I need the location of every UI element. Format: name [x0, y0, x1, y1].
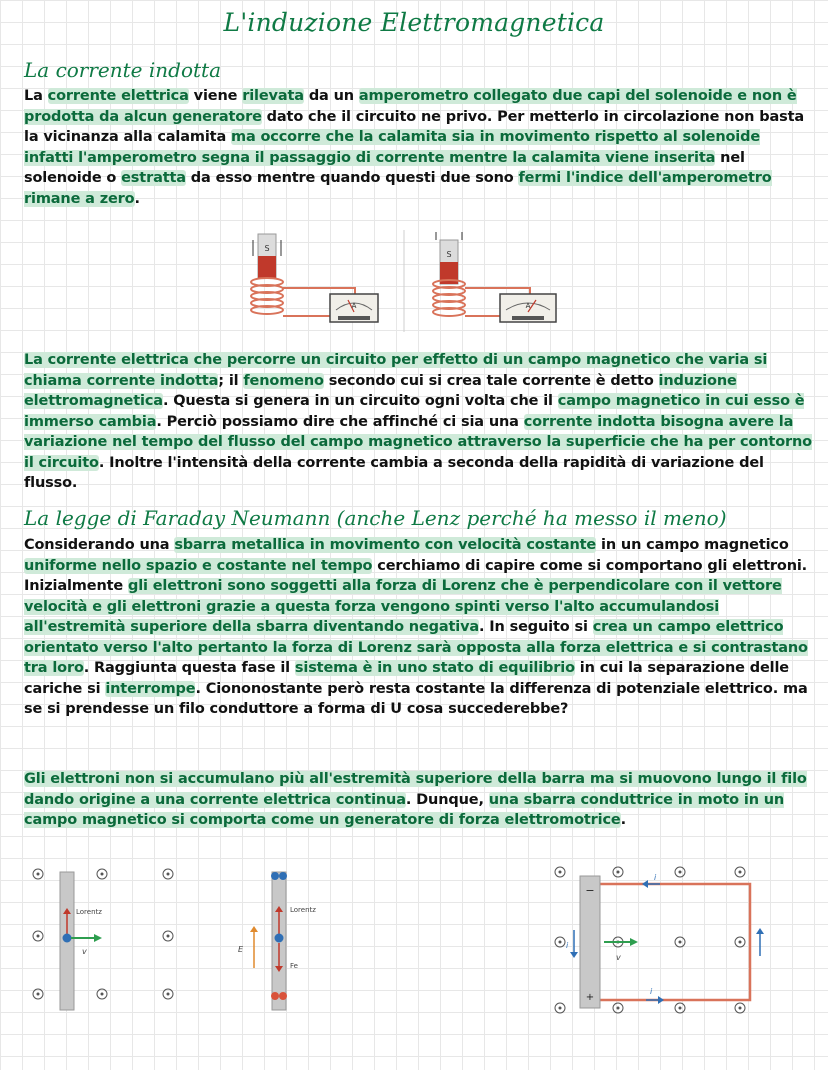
highlighted-phrase: Gli elettroni non si accumulano più all'estremità superiore della barra ma si muovono lungo il filo dando origine a una corrente elettrica continua: [24, 771, 807, 808]
text-phrase: secondo cui si crea tale corrente è detto: [323, 372, 659, 389]
text-phrase: .: [134, 190, 140, 207]
highlighted-phrase: corrente elettrica: [47, 88, 189, 104]
text-phrase: . In seguito si: [479, 619, 593, 635]
label-electric-field: E: [238, 945, 244, 954]
text-phrase: nel solenoide o: [24, 149, 745, 186]
text-phrase: in cui la separazione delle cariche si: [24, 660, 789, 697]
text-phrase: da un: [303, 88, 359, 104]
label-positive: +: [585, 992, 595, 1003]
paragraph-faraday-neumann: [24, 535, 814, 720]
page-title: L'induzione Elettromagnetica: [223, 8, 605, 37]
highlighted-phrase: campo magnetico in cui esso è immerso cambia: [24, 393, 805, 430]
paragraph-corrente-indotta: [24, 86, 814, 209]
highlighted-phrase: induzione elettromagnetica: [24, 372, 737, 409]
label-current-top: i: [654, 873, 657, 882]
highlighted-phrase: crea un campo elettrico orientato verso l'alto pertanto la forza di Lorenz sarà opposta alla forza elettrica e si contrastano tra loro: [24, 619, 808, 676]
text-phrase: da esso mentre quando questi due sono: [185, 170, 519, 186]
ammeter-label: A: [525, 302, 531, 310]
highlighted-phrase: rilevata: [242, 88, 304, 104]
magnet-pole-label: S: [264, 244, 270, 253]
ammeter-label: A: [351, 302, 357, 310]
figure-panel-magnet-extracted: [433, 232, 556, 322]
text-phrase: Considerando una: [24, 537, 175, 553]
solenoid-ammeter-figure: [250, 226, 580, 336]
bar-lorentz-figure: [22, 858, 202, 1018]
highlighted-phrase: sistema è in uno stato di equilibrio: [294, 660, 575, 676]
highlighted-phrase: interrompe: [105, 680, 196, 697]
text-phrase: .: [620, 812, 626, 828]
highlighted-phrase: uniforme nello spazio e costante nel tempo: [24, 557, 373, 574]
text-phrase: . Inoltre l'intensità della corrente cambia a seconda della rapidità di variazione del flusso.: [24, 454, 764, 491]
highlighted-phrase: gli elettroni sono soggetti alla forza di Lorenz che è perpendicolare con il vettore velocità e gli elettroni grazie a questa forza vengono spinti verso l'alto accumulandosi all'estremità superiore della sbarra diventando negativa: [24, 578, 782, 635]
section-heading-corrente-indotta: La corrente indotta: [24, 58, 221, 82]
text-phrase: . Questa si genera in un circuito ogni volta che il: [162, 393, 558, 409]
highlighted-phrase: fenomeno: [243, 372, 324, 389]
text-phrase: dato che il circuito ne privo. Per metterlo in circolazione non basta la vicinanza alla calamita: [24, 108, 804, 145]
highlighted-phrase: una sbarra conduttrice in moto in un campo magnetico si comporta come un generatore di forza elettromotrice: [24, 791, 785, 828]
u-conductor-figure: [546, 852, 786, 1024]
label-velocity: v: [82, 947, 87, 956]
highlighted-phrase: amperometro collegato due capi del solenoide e non è prodotta da alcun generatore: [24, 88, 797, 125]
highlighted-phrase: fermi l'indice dell'amperometro rimane a zero: [24, 170, 772, 207]
text-phrase: La: [24, 88, 48, 104]
label-current-left: i: [566, 941, 569, 950]
figure-panel-magnet-inserted: [251, 234, 378, 322]
label-velocity: v: [616, 953, 621, 962]
label-lorentz: Lorentz: [290, 906, 316, 914]
charge-separation-figure: [232, 858, 342, 1018]
highlighted-phrase: La corrente elettrica che percorre un circuito per effetto di un campo magnetico che varia si chiama corrente indotta: [24, 352, 768, 389]
text-phrase: in un campo magnetico: [596, 537, 789, 553]
text-phrase: viene: [188, 88, 243, 104]
text-phrase: . Perciò possiamo dire che affinché ci sia una: [156, 413, 524, 430]
label-current-bottom: i: [650, 987, 653, 996]
text-phrase: . Raggiunta questa fase il: [83, 660, 295, 676]
highlighted-phrase: estratta: [121, 170, 186, 186]
text-phrase: . Dunque,: [405, 791, 489, 808]
highlighted-phrase: corrente indotta bisogna avere la variazione nel tempo del flusso del campo magnetico attraverso la superficie che ha per contorno il circuito: [24, 413, 812, 471]
label-electric-force: Fe: [290, 962, 298, 970]
magnet-pole-label: S: [446, 250, 452, 259]
paragraph-generatore-fem: [24, 769, 814, 831]
text-phrase: cerchiamo di capire come si comportano gli elettroni. Inizialmente: [24, 557, 808, 594]
label-negative: −: [585, 884, 595, 897]
paragraph-induzione-elettromagnetica: [24, 350, 814, 494]
label-lorentz: Lorentz: [76, 908, 102, 916]
text-phrase: . Ciononostante però resta costante la differenza di potenziale elettrico. ma se si prendesse un filo conduttore a forma di U cosa succederebbe?: [24, 680, 808, 717]
text-phrase: ; il: [218, 372, 244, 389]
highlighted-phrase: ma occorre che la calamita sia in movimento rispetto al solenoide infatti l'amperometro segna il passaggio di corrente mentre la calamita viene inserita: [24, 129, 761, 166]
section-heading-faraday-neumann: La legge di Faraday Neumann (anche Lenz perché ha messo il meno): [24, 506, 727, 530]
highlighted-phrase: sbarra metallica in movimento con velocità costante: [174, 537, 597, 553]
